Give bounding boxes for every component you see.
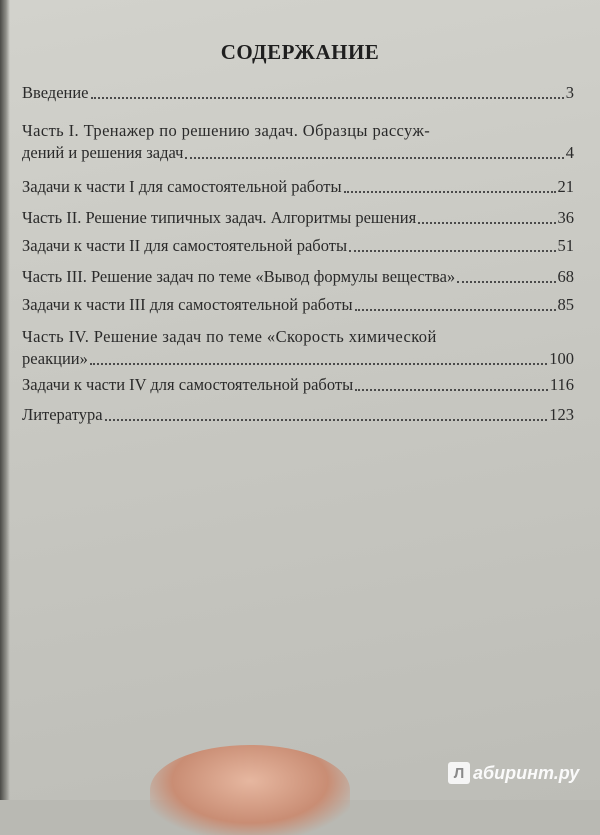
- toc-title: СОДЕРЖАНИЕ: [220, 40, 380, 64]
- dot-leader: [105, 419, 548, 421]
- toc-entry-text: Часть II. Решение типичных задач. Алгоритмы решения: [22, 208, 417, 227]
- toc-entry-part-1[interactable]: [22, 120, 574, 164]
- toc-entry-page: 4: [565, 143, 574, 162]
- toc-entry-page: 21: [557, 177, 574, 196]
- toc-entry-page: 100: [549, 349, 574, 368]
- toc-entry-text: дений и решения задач: [22, 143, 184, 162]
- toc-entry-page: 68: [557, 267, 574, 286]
- dot-leader: [355, 389, 548, 391]
- dot-leader: [90, 363, 547, 365]
- labirint-logo-icon: Л: [448, 762, 470, 784]
- toc-entry-text: Введение: [22, 83, 89, 102]
- toc-entry-text: Литература: [22, 405, 103, 424]
- dot-leader: [344, 191, 556, 193]
- page-edge-shadow: [0, 0, 10, 800]
- toc-entry-part-3-tasks[interactable]: [22, 294, 574, 316]
- toc-entry-page: 85: [557, 295, 574, 314]
- dot-leader: [91, 97, 564, 99]
- dot-leader: [457, 281, 555, 283]
- toc-entry-introduction[interactable]: [22, 82, 574, 104]
- toc-entry-text-line1: Часть I. Тренажер по решению задач. Образцы рассуж-: [22, 121, 431, 140]
- toc-entry-part-3[interactable]: [22, 266, 574, 288]
- toc-entry-page: 36: [557, 208, 574, 227]
- toc-entry-part-2[interactable]: [22, 207, 574, 229]
- toc-entry-page: 116: [549, 375, 574, 394]
- toc-entry-text: Задачи к части IV для самостоятельной работы: [22, 375, 354, 394]
- dot-leader: [418, 222, 555, 224]
- labirint-watermark: [448, 758, 598, 788]
- toc-entry-text: Задачи к части II для самостоятельной работы: [22, 236, 348, 255]
- toc-entry-text: реакции»: [22, 349, 88, 368]
- toc-entry-text-line1: Часть IV. Решение задач по теме «Скорость химической: [22, 327, 437, 346]
- dot-leader: [185, 157, 563, 159]
- toc-entry-literature[interactable]: [22, 404, 574, 426]
- toc-entry-text: Задачи к части III для самостоятельной работы: [22, 295, 353, 314]
- toc-entry-part-4-tasks[interactable]: [22, 374, 574, 396]
- toc-entry-page: 3: [565, 83, 574, 102]
- dot-leader: [349, 250, 555, 252]
- toc-entry-text: Часть III. Решение задач по теме «Вывод формулы вещества»: [22, 267, 456, 286]
- finger-photo-area: [150, 745, 350, 835]
- watermark-text: абиринт.ру: [473, 762, 580, 783]
- toc-entry-part-4[interactable]: [22, 326, 574, 370]
- dot-leader: [355, 309, 556, 311]
- toc-entry-part-2-tasks[interactable]: [22, 235, 574, 257]
- toc-entry-page: 51: [557, 236, 574, 255]
- toc-entry-text: Задачи к части I для самостоятельной работы: [22, 177, 342, 196]
- toc-entry-page: 123: [549, 405, 574, 424]
- toc-entry-part-1-tasks[interactable]: [22, 176, 574, 198]
